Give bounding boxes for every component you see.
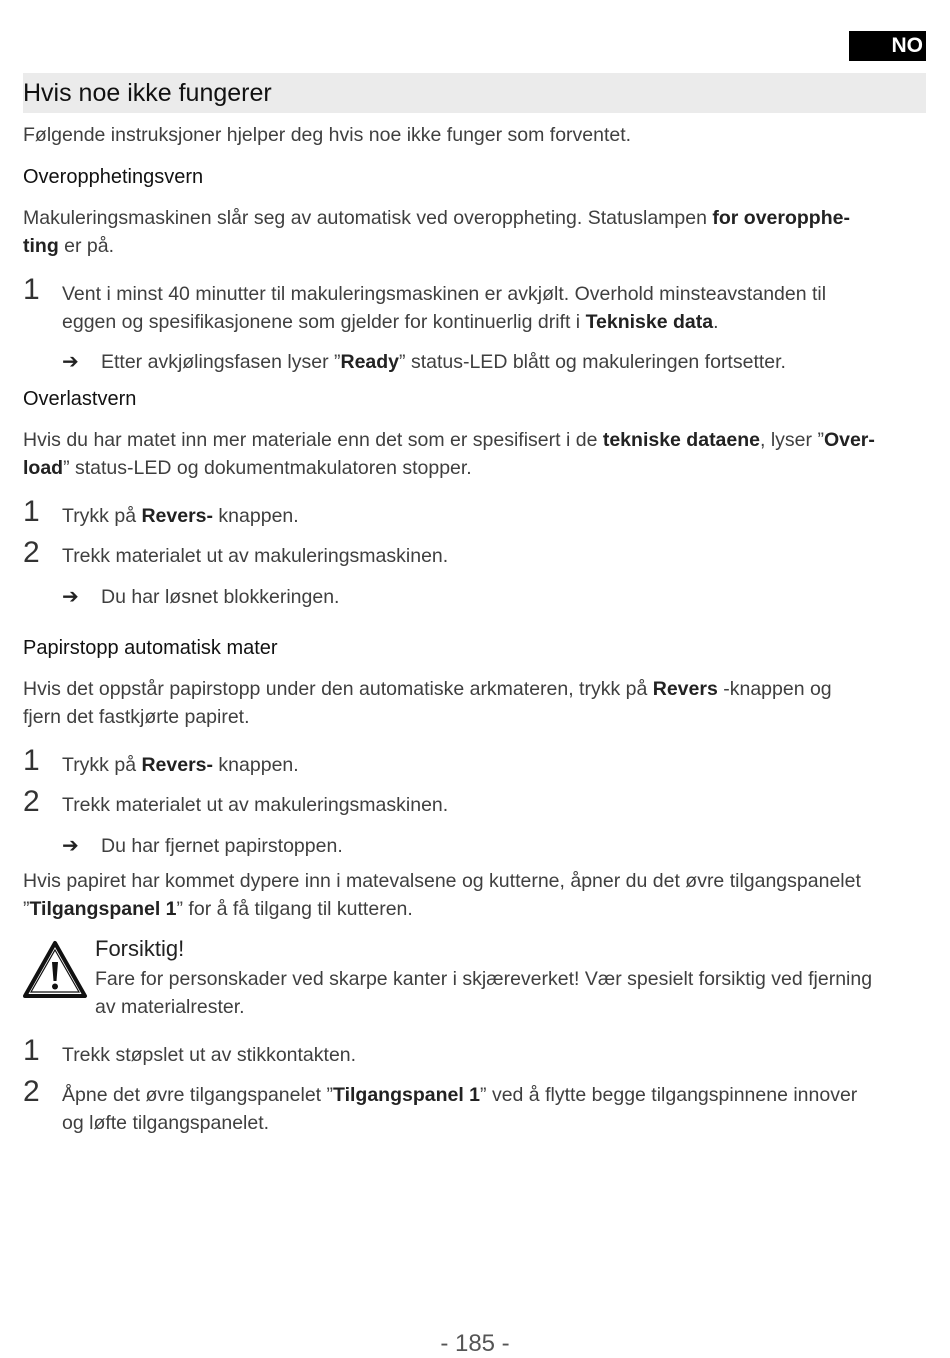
bold-text: tekniske dataene [602,429,761,451]
text: og løfte tilgangspanelet. [62,1112,270,1134]
heading-paper-jam: Papirstopp automatisk mater [23,637,278,659]
text: Hvis papiret har kommet dypere inn i matevalsene og kutterne, åpner du det øvre tilgangspanelet [23,870,861,892]
result-text: Du har fjernet papirstoppen. [101,835,343,857]
text: -knappen og [717,678,832,700]
text: Fare for personskader ved skarpe kanter i skjæreverket! Vær spesielt forsiktig ved fjerning [95,968,873,990]
bold-text: ting [23,235,59,257]
text: eggen og spesifikasjonene som gjelder for kontinuerlig drift i [62,311,586,333]
step-text: Trekk materialet ut av makuleringsmaskinen. [62,794,449,816]
bold-text: Tilgangspanel 1 [333,1084,481,1106]
bold-text: Ready [340,351,400,373]
step-number: 2 [23,1075,40,1108]
text: av materialrester. [95,996,245,1018]
text: knappen. [213,505,299,527]
text: fjern det fastkjørte papiret. [23,706,250,728]
arrow-right-icon: ➔ [62,586,79,608]
language-badge: NO [849,31,926,61]
warning-title: Forsiktig! [95,936,185,961]
step-text: Trekk støpslet ut av stikkontakten. [62,1044,357,1066]
overload-paragraph [23,426,928,482]
text: ” status-LED blått og makuleringen fortsetter. [399,351,786,373]
arrow-right-icon: ➔ [62,835,79,857]
step-number: 2 [23,536,40,569]
warning-text [95,965,925,1021]
text: ” ved å flytte begge tilgangspinnene innover [480,1084,858,1106]
bold-text: Revers- [141,754,214,776]
bold-text: for overopphe- [712,207,850,229]
bold-text: Tilgangspanel 1 [29,898,177,920]
text: Trykk på [62,505,142,527]
text: ” [23,898,30,920]
step-number: 2 [23,785,40,818]
bold-text: Over- [823,429,875,451]
intro-text: Følgende instruksjoner hjelper deg hvis noe ikke funger som forventet. [23,124,632,146]
step-number: 1 [23,273,40,306]
arrow-right-icon: ➔ [62,351,79,373]
text: ” status-LED og dokumentmakulatoren stopper. [63,457,472,479]
bold-text: Revers [652,678,718,700]
step-text [62,502,299,530]
result-text [101,348,786,376]
text: . [713,311,719,333]
step-text [62,751,299,779]
text: Åpne det øvre tilgangspanelet ” [62,1084,334,1106]
text: Trykk på [62,754,142,776]
page-number: - 185 - [440,1330,510,1357]
overheating-paragraph [23,204,923,260]
heading-overload: Overlastvern [23,388,137,410]
text: Hvis du har matet inn mer materiale enn det som er spesifisert i de [23,429,603,451]
bold-text: Revers- [141,505,214,527]
text: Makuleringsmaskinen slår seg av automatisk ved overoppheting. Statuslampen [23,207,713,229]
text: knappen. [213,754,299,776]
section-title-bar [23,73,926,113]
step-number: 1 [23,744,40,777]
warning-triangle-icon [22,940,88,1000]
text: Etter avkjølingsfasen lyser ” [101,351,341,373]
text: Hvis det oppstår papirstopp under den automatiske arkmateren, trykk på [23,678,653,700]
page-title: Hvis noe ikke fungerer [23,79,272,107]
text: er på. [58,235,115,257]
step-number: 1 [23,495,40,528]
result-text: Du har løsnet blokkeringen. [101,586,340,608]
text: , lyser ” [760,429,824,451]
step-number: 1 [23,1034,40,1067]
access-panel-paragraph [23,867,928,923]
step-text [62,280,922,336]
bold-text: Tekniske data [585,311,714,333]
step-text [62,1081,932,1137]
bold-text: load [23,457,64,479]
paper-jam-paragraph [23,675,928,731]
heading-overheating: Overopphetingsvern [23,166,204,188]
text: Vent i minst 40 minutter til makuleringsmaskinen er avkjølt. Overhold minsteavstanden til [62,283,827,305]
warning-triangle-icon [22,940,88,1000]
text: ” for å få tilgang til kutteren. [176,898,413,920]
step-text: Trekk materialet ut av makuleringsmaskinen. [62,545,449,567]
